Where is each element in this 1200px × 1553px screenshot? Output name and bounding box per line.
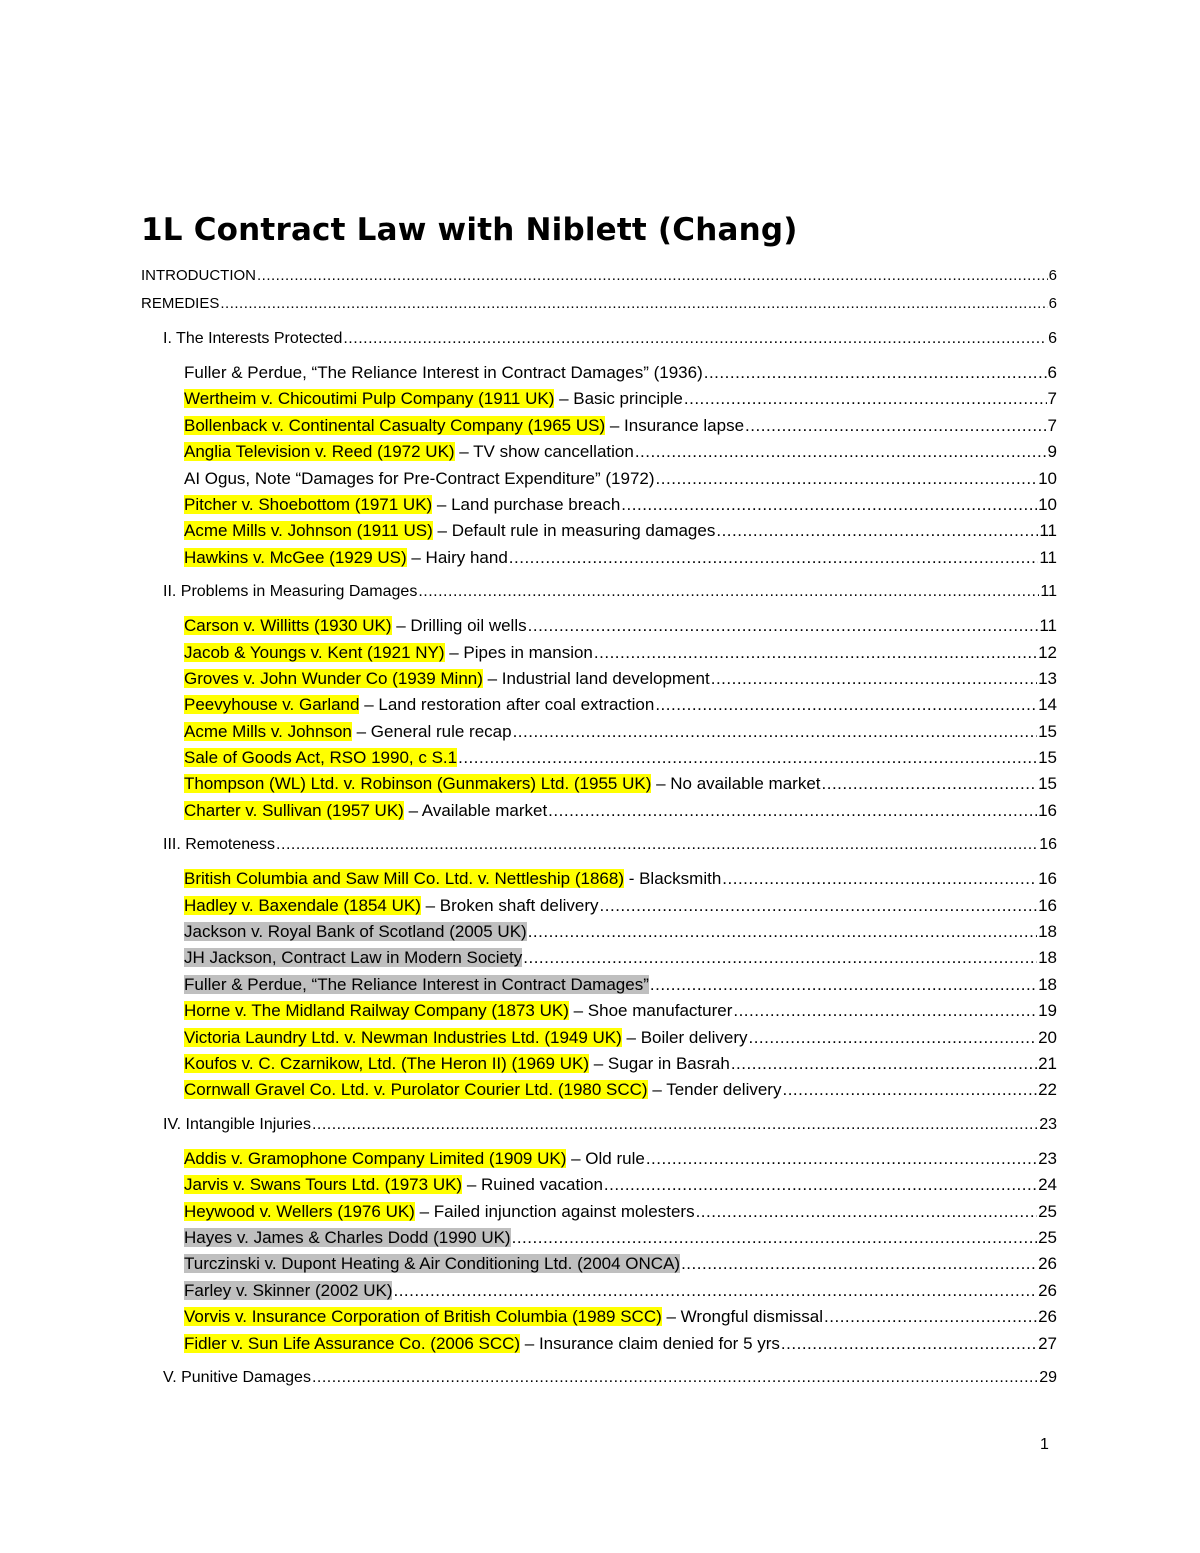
toc-entry-text xyxy=(163,324,342,353)
highlighted-text: Jacob & Youngs v. Kent (1921 NY) xyxy=(184,642,445,662)
toc-entry[interactable] xyxy=(184,692,1057,718)
toc-entry[interactable] xyxy=(184,1172,1057,1198)
highlighted-text: Turczinski v. Dupont Heating & Air Conditioning Ltd. (2004 ONCA) xyxy=(184,1254,681,1274)
toc-text: – TV show cancellation xyxy=(454,442,634,462)
highlighted-text: Farley v. Skinner (2002 UK) xyxy=(184,1280,393,1300)
toc-entry[interactable] xyxy=(184,518,1057,544)
highlighted-text: Peevyhouse v. Garland xyxy=(184,695,360,715)
toc-page-number: 6 xyxy=(1047,363,1057,382)
toc-entry-text xyxy=(163,830,275,859)
highlighted-text: Bollenback v. Continental Casualty Company (1965 US) xyxy=(184,415,606,435)
toc-entry[interactable] xyxy=(184,945,1057,971)
toc-entry-text xyxy=(184,893,599,919)
dot-leader xyxy=(621,492,1037,518)
toc-page-number: 18 xyxy=(1038,922,1057,942)
toc-page-number: 26 xyxy=(1038,1280,1057,1300)
toc-entry[interactable] xyxy=(184,719,1057,745)
toc-page-number: 25 xyxy=(1038,1227,1057,1247)
toc-entry-text xyxy=(184,919,527,945)
toc-entry-text xyxy=(184,492,620,518)
toc-entry-text xyxy=(141,290,219,318)
dot-leader xyxy=(528,613,1039,639)
toc-text: – Tender delivery xyxy=(647,1080,782,1100)
toc-entry-text xyxy=(184,719,512,745)
highlighted-text: Hawkins v. McGee (1929 US) xyxy=(184,547,407,567)
toc-text: V. Punitive Damages xyxy=(163,1368,311,1386)
toc-entry-text xyxy=(184,972,649,998)
toc-text: II. Problems in Measuring Damages xyxy=(163,583,418,601)
toc-page-number: 16 xyxy=(1038,800,1057,820)
toc-page-number: 13 xyxy=(1038,668,1057,688)
toc-page-number: 16 xyxy=(1039,836,1057,854)
dot-leader xyxy=(312,1110,1038,1139)
toc-entry[interactable] xyxy=(184,972,1057,998)
toc-page-number: 6 xyxy=(1048,267,1057,284)
toc-page-number: 15 xyxy=(1038,774,1057,794)
dot-leader xyxy=(604,1172,1037,1198)
toc-entry-text xyxy=(184,1225,511,1251)
highlighted-text: Anglia Television v. Reed (1972 UK) xyxy=(184,442,455,462)
toc-page-number: 27 xyxy=(1038,1333,1057,1353)
toc-page-number: 10 xyxy=(1038,468,1057,488)
toc-entry[interactable] xyxy=(184,666,1057,692)
toc-page-number: 6 xyxy=(1048,330,1057,347)
page-number: 1 xyxy=(1040,1436,1049,1453)
toc-text: – Insurance claim denied for 5 yrs xyxy=(520,1333,780,1353)
toc-entry-text xyxy=(184,439,634,465)
toc-entry[interactable] xyxy=(184,1051,1057,1077)
dot-leader xyxy=(600,893,1038,919)
toc-entry-text xyxy=(184,1172,603,1198)
toc-entry[interactable] xyxy=(184,1199,1057,1225)
toc-entry-text xyxy=(184,1304,823,1330)
dot-leader xyxy=(822,771,1038,797)
dot-leader xyxy=(824,1304,1037,1330)
toc-page-number: 11 xyxy=(1039,547,1057,567)
toc-page-number: 18 xyxy=(1038,974,1057,994)
toc-text: REMEDIES xyxy=(141,295,220,312)
toc-text: – Old rule xyxy=(566,1148,645,1168)
toc-text: – Failed injunction against molesters xyxy=(414,1201,695,1221)
highlighted-text: Charter v. Sullivan (1957 UK) xyxy=(184,800,404,820)
toc-text: – Insurance lapse xyxy=(605,415,745,435)
toc-entry-text xyxy=(184,1331,780,1357)
toc-entry[interactable] xyxy=(184,998,1057,1024)
toc-entry[interactable] xyxy=(184,771,1057,797)
highlighted-text: Wertheim v. Chicoutimi Pulp Company (1911 UK) xyxy=(184,389,555,409)
toc-page-number: 21 xyxy=(1038,1053,1057,1073)
toc-entry[interactable] xyxy=(184,1278,1057,1304)
highlighted-text: Heywood v. Wellers (1976 UK) xyxy=(184,1201,415,1221)
dot-leader xyxy=(745,413,1046,439)
toc-page-number: 19 xyxy=(1038,1001,1057,1021)
dot-leader xyxy=(684,386,1047,412)
dot-leader xyxy=(731,1051,1037,1077)
toc-entry[interactable] xyxy=(184,439,1057,465)
toc-entry[interactable] xyxy=(184,466,1057,492)
toc-entry[interactable] xyxy=(184,1225,1057,1251)
dot-leader xyxy=(418,577,1039,606)
toc-entry[interactable] xyxy=(184,1025,1057,1051)
toc-text: I. The Interests Protected xyxy=(163,330,343,347)
toc-entry[interactable] xyxy=(184,640,1057,666)
dot-leader xyxy=(512,1225,1037,1251)
toc-entry-text xyxy=(184,998,732,1024)
toc-entry-text xyxy=(184,945,522,971)
toc-entry-text xyxy=(163,577,417,606)
toc-entry[interactable] xyxy=(184,919,1057,945)
toc-page-number: 12 xyxy=(1038,642,1057,662)
dot-leader xyxy=(220,290,1047,318)
dot-leader xyxy=(656,466,1038,492)
toc-entry-text xyxy=(184,545,508,571)
toc-text: – Land restoration after coal extraction xyxy=(359,695,655,715)
toc-text: – Broken shaft delivery xyxy=(420,895,599,915)
toc-text: IV. Intangible Injuries xyxy=(163,1115,311,1133)
toc-entry[interactable] xyxy=(184,893,1057,919)
dot-leader xyxy=(711,666,1037,692)
toc-entry[interactable] xyxy=(184,545,1057,571)
dot-leader xyxy=(312,1363,1038,1392)
toc-entry-text xyxy=(184,1025,747,1051)
toc-entry-text xyxy=(163,1110,311,1139)
toc-entry-text xyxy=(184,798,547,824)
toc-text: – Industrial land development xyxy=(482,668,710,688)
highlighted-text: Hadley v. Baxendale (1854 UK) xyxy=(184,895,421,915)
toc-page-number: 23 xyxy=(1038,1148,1057,1168)
toc-text: – Drilling oil wells xyxy=(391,616,527,636)
dot-leader xyxy=(458,745,1037,771)
toc-entry[interactable] xyxy=(184,798,1057,824)
toc-page-number: 6 xyxy=(1048,295,1057,312)
highlighted-text: JH Jackson, Contract Law in Modern Society xyxy=(184,948,523,968)
table-of-contents xyxy=(0,262,1200,1392)
toc-entry[interactable] xyxy=(163,830,1057,859)
dot-leader xyxy=(635,439,1047,465)
toc-entry[interactable] xyxy=(184,492,1057,518)
highlighted-text: Carson v. Willitts (1930 UK) xyxy=(184,616,392,636)
toc-text: – Ruined vacation xyxy=(462,1175,603,1195)
highlighted-text: Acme Mills v. Johnson (1911 US) xyxy=(184,521,433,541)
dot-leader xyxy=(548,798,1037,824)
toc-entry-text xyxy=(184,1199,695,1225)
highlighted-text: Fidler v. Sun Life Assurance Co. (2006 SCC) xyxy=(184,1333,521,1353)
toc-page-number: 29 xyxy=(1039,1368,1057,1386)
dot-leader xyxy=(523,945,1037,971)
dot-leader xyxy=(704,360,1047,386)
toc-entry-text xyxy=(141,262,256,290)
dot-leader xyxy=(782,1077,1037,1103)
toc-page-number: 18 xyxy=(1038,948,1057,968)
toc-entry[interactable] xyxy=(184,745,1057,771)
highlighted-text: Jarvis v. Swans Tours Ltd. (1973 UK) xyxy=(184,1175,463,1195)
toc-text: – Basic principle xyxy=(554,389,683,409)
toc-page-number: 16 xyxy=(1038,869,1057,889)
dot-leader xyxy=(655,692,1037,718)
toc-text: – Hairy hand xyxy=(406,547,508,567)
dot-leader xyxy=(276,830,1038,859)
toc-entry[interactable] xyxy=(163,1110,1057,1139)
dot-leader xyxy=(781,1331,1037,1357)
toc-page-number: 23 xyxy=(1039,1115,1057,1133)
toc-text: – Sugar in Basrah xyxy=(589,1053,730,1073)
toc-entry-text xyxy=(184,771,821,797)
toc-text: - Blacksmith xyxy=(623,869,722,889)
toc-entry[interactable] xyxy=(184,1146,1057,1172)
dot-leader xyxy=(716,518,1038,544)
toc-entry[interactable] xyxy=(163,577,1057,606)
toc-page-number: 9 xyxy=(1047,442,1057,462)
highlighted-text: British Columbia and Saw Mill Co. Ltd. v. Nettleship (1868) xyxy=(184,869,624,889)
toc-entry[interactable] xyxy=(184,1331,1057,1357)
toc-entry-text xyxy=(184,613,527,639)
toc-page-number: 20 xyxy=(1038,1027,1057,1047)
toc-entry[interactable] xyxy=(184,1304,1057,1330)
toc-page-number: 16 xyxy=(1038,895,1057,915)
dot-leader xyxy=(681,1251,1037,1277)
toc-text: INTRODUCTION xyxy=(141,267,256,284)
highlighted-text: Victoria Laundry Ltd. v. Newman Industries Ltd. (1949 UK) xyxy=(184,1027,622,1047)
toc-text: – No available market xyxy=(651,774,821,794)
toc-entry-text xyxy=(184,360,703,386)
highlighted-text: Horne v. The Midland Railway Company (1873 UK) xyxy=(184,1001,569,1021)
toc-page-number: 10 xyxy=(1038,494,1057,514)
dot-leader xyxy=(733,998,1037,1024)
dot-leader xyxy=(528,919,1037,945)
toc-entry-text xyxy=(184,666,710,692)
dot-leader xyxy=(513,719,1038,745)
toc-page-number: 7 xyxy=(1047,415,1057,435)
toc-text: – Shoe manufacturer xyxy=(568,1001,733,1021)
highlighted-text: Sale of Goods Act, RSO 1990, c S.1 xyxy=(184,748,458,768)
toc-page-number: 15 xyxy=(1038,748,1057,768)
toc-entry-text xyxy=(184,1077,781,1103)
toc-entry[interactable] xyxy=(163,324,1057,353)
toc-page-number: 14 xyxy=(1038,695,1057,715)
toc-text: Fuller & Perdue, “The Reliance Interest in Contract Damages” (1936) xyxy=(184,363,703,382)
dot-leader xyxy=(646,1146,1037,1172)
highlighted-text: Thompson (WL) Ltd. v. Robinson (Gunmakers) Ltd. (1955 UK) xyxy=(184,774,652,794)
toc-entry[interactable] xyxy=(184,613,1057,639)
toc-text: – Land purchase breach xyxy=(432,494,621,514)
toc-entry[interactable] xyxy=(184,1251,1057,1277)
toc-entry[interactable] xyxy=(163,1363,1057,1392)
dot-leader xyxy=(257,262,1048,290)
toc-entry-text xyxy=(184,466,655,492)
highlighted-text: Pitcher v. Shoebottom (1971 UK) xyxy=(184,494,433,514)
highlighted-text: Koufos v. C. Czarnikow, Ltd. (The Heron II) (1969 UK) xyxy=(184,1053,590,1073)
toc-entry-text xyxy=(184,386,683,412)
dot-leader xyxy=(594,640,1037,666)
toc-entry-text xyxy=(184,692,654,718)
highlighted-text: Cornwall Gravel Co. Ltd. v. Purolator Courier Ltd. (1980 SCC) xyxy=(184,1080,648,1100)
toc-page-number: 7 xyxy=(1047,389,1057,409)
toc-entry-text xyxy=(184,745,457,771)
highlighted-text: Addis v. Gramophone Company Limited (1909 UK) xyxy=(184,1148,567,1168)
toc-page-number: 11 xyxy=(1040,583,1057,601)
toc-entry[interactable] xyxy=(184,866,1057,892)
highlighted-text: Hayes v. James & Charles Dodd (1990 UK) xyxy=(184,1227,511,1247)
dot-leader xyxy=(696,1199,1038,1225)
toc-entry[interactable] xyxy=(184,1077,1057,1103)
toc-text: AI Ogus, Note “Damages for Pre-Contract Expenditure” (1972) xyxy=(184,468,655,488)
toc-text: III. Remoteness xyxy=(163,836,276,854)
toc-text: – Wrongful dismissal xyxy=(661,1307,824,1327)
toc-entry-text xyxy=(184,640,593,666)
highlighted-text: Groves v. John Wunder Co (1939 Minn) xyxy=(184,668,483,688)
toc-text: – General rule recap xyxy=(351,721,512,741)
dot-leader xyxy=(748,1025,1037,1051)
document-title: 1L Contract Law with Niblett (Chang) xyxy=(141,212,798,248)
dot-leader xyxy=(393,1278,1037,1304)
highlighted-text: Jackson v. Royal Bank of Scotland (2005 UK) xyxy=(184,922,527,942)
highlighted-text: Acme Mills v. Johnson xyxy=(184,721,352,741)
toc-page-number: 22 xyxy=(1038,1080,1057,1100)
toc-entry-text xyxy=(163,1363,311,1392)
dot-leader xyxy=(509,545,1039,571)
toc-page-number: 11 xyxy=(1039,616,1057,636)
toc-entry[interactable] xyxy=(184,413,1057,439)
toc-text: – Default rule in measuring damages xyxy=(432,521,716,541)
toc-entry[interactable] xyxy=(141,262,1057,290)
toc-text: – Pipes in mansion xyxy=(444,642,593,662)
dot-leader xyxy=(722,866,1037,892)
toc-text: – Boiler delivery xyxy=(621,1027,748,1047)
toc-entry-text xyxy=(184,1146,645,1172)
toc-page-number: 15 xyxy=(1038,721,1057,741)
toc-entry[interactable] xyxy=(141,290,1057,318)
toc-entry-text xyxy=(184,518,715,544)
toc-page-number: 26 xyxy=(1038,1307,1057,1327)
toc-entry[interactable] xyxy=(184,360,1057,386)
toc-page-number: 26 xyxy=(1038,1254,1057,1274)
toc-page-number: 25 xyxy=(1038,1201,1057,1221)
highlighted-text: Fuller & Perdue, “The Reliance Interest in Contract Damages” xyxy=(184,974,649,994)
highlighted-text: Vorvis v. Insurance Corporation of British Columbia (1989 SCC) xyxy=(184,1307,662,1327)
dot-leader xyxy=(650,972,1037,998)
toc-text: – Available market xyxy=(403,800,548,820)
toc-entry-text xyxy=(184,1251,680,1277)
toc-entry-text xyxy=(184,413,744,439)
toc-entry-text xyxy=(184,1278,392,1304)
dot-leader xyxy=(343,324,1047,353)
toc-entry[interactable] xyxy=(184,386,1057,412)
toc-page-number: 11 xyxy=(1039,521,1057,541)
toc-entry-text xyxy=(184,1051,730,1077)
toc-entry-text xyxy=(184,866,721,892)
toc-page-number: 24 xyxy=(1038,1175,1057,1195)
